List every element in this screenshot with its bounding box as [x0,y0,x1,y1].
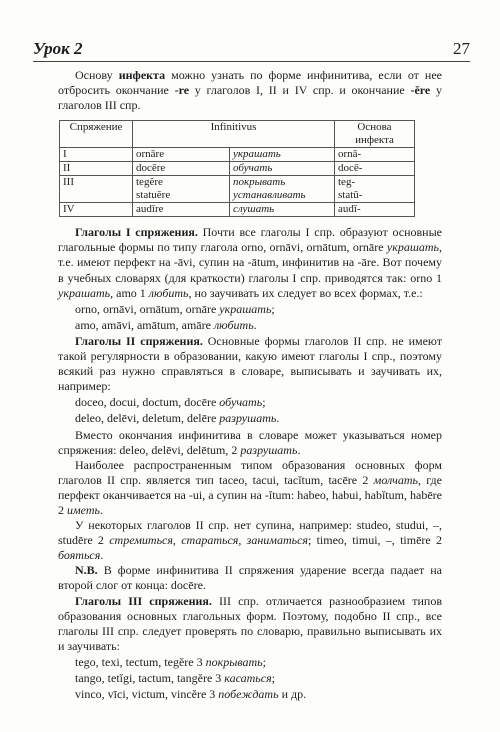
stem-cell: audī- [335,203,415,217]
column-header: Infinitivus [133,121,335,148]
translation-cell: обучать [230,162,335,176]
example-line: tego, texi, tectum, tegĕre 3 покрывать; [75,654,266,669]
intro-paragraph: Основу инфекта можно узнать по форме инфинитива, если от нее отбросить окончание -re у глаголов I, II и IV спр. и окончание -ĕre у глаголов III спр. [58,68,442,113]
nb-label: N.B. [75,563,98,578]
stem-cell: docē- [335,162,415,176]
page-number: 27 [453,39,470,58]
table-row [60,162,415,176]
conj2-paragraph-4: У некоторых глаголов II спр. нет супина, например: studeo, studui, –, studēre 2 стремиться, стараться, заниматься; timeo, timui, –, timēre 2 бояться. [58,518,443,563]
conjugation-cell: I [60,148,133,162]
example-line: amo, amāvi, amātum, amāre любить. [75,317,257,332]
infinitive-cell: tegĕre statuĕre [133,176,230,203]
example-line: vinco, vīci, victum, vincĕre 3 побеждать и др. [75,687,307,702]
infinitive-cell: audīre [133,203,230,217]
conj3-paragraph: Глаголы III спряжения. III спр. отличается разнообразием типов образования основных глагольных форм. Поэтому, подобно II спр., все глаголы III спр. следует проверять по словарю, правильно выписывать их и заучивать: [58,593,442,653]
table-row [60,176,415,203]
table-row [60,148,415,162]
section-heading: Глаголы II спряжения. [75,333,203,348]
translation-cell: слушать [230,203,335,217]
section-heading: Глаголы III спряжения. [75,593,212,608]
conj2-paragraph-2: Вместо окончания инфинитива в словаре может указываться номер спряжения: deleo, delēvi, delētum, 2 разрушать. [58,427,442,457]
conjugation-cell: III [60,176,133,203]
section-heading: Глаголы I спряжения. [75,225,198,240]
example-line: doceo, docui, doctum, docēre обучать; [75,395,266,410]
example-line: orno, ornāvi, ornātum, ornāre украшать; [75,301,275,316]
infinitive-cell: docēre [133,162,230,176]
stem-cell: ornā- [335,148,415,162]
page-body [58,68,442,703]
column-header: Спряжение [60,121,133,148]
table-header-row [60,121,415,148]
conj2-paragraph: Глаголы II спряжения. Основные формы глаголов II спр. не имеют такой регулярности в образовании, какую имеют глаголы I спр., поэтому всякий раз нужно справляться в словаре, выписывать и заучивать их, например: [58,333,442,394]
infinitive-stem-table [59,120,415,217]
conj1-paragraph: Глаголы I спряжения. Почти все глаголы I спр. образуют основные глагольные формы по типу глагола orno, ornāvi, ornātum, ornāre украшать, т.е. имеют перфект на -āvi, супин на -ātum, инфинитив на -āre. Вот почему в учебных словарях (для краткости) глаголы I спр. приводятся так: orno 1 украшать, amo 1 любить, но заучивать их следует во всех формах, т.е.: [58,225,442,300]
table-body [60,148,415,217]
conjugation-cell: II [60,162,133,176]
page-header [33,22,470,62]
translation-cell: покрывать устанавливать [230,176,335,203]
example-line: tango, tetĭgi, tactum, tangĕre 3 касаться; [75,671,276,685]
conj2-paragraph-3: Наиболее распространенным типом образования основных форм глаголов II спр. является тип taceo, tacui, tacĭtum, tacēre 2 молчать, где перфект оканчивается на -ui, а супин на -ĭtum: habeo, habui, habĭtum, habēre 2 иметь. [58,457,442,517]
nb-note: N.B. В форме инфинитива II спряжения ударение всегда падает на второй слог от конца: docēre. [58,563,442,593]
infinitive-cell: ornāre [133,148,230,162]
translation-cell: украшать [230,148,335,162]
conjugation-cell: IV [60,203,133,217]
stem-cell: teg- statŭ- [335,176,415,203]
lesson-title: Урок 2 [33,39,83,58]
column-header: Основа инфекта [335,121,415,148]
table-row [60,203,415,217]
example-line: deleo, delēvi, deletum, delēre разрушать. [75,411,280,426]
